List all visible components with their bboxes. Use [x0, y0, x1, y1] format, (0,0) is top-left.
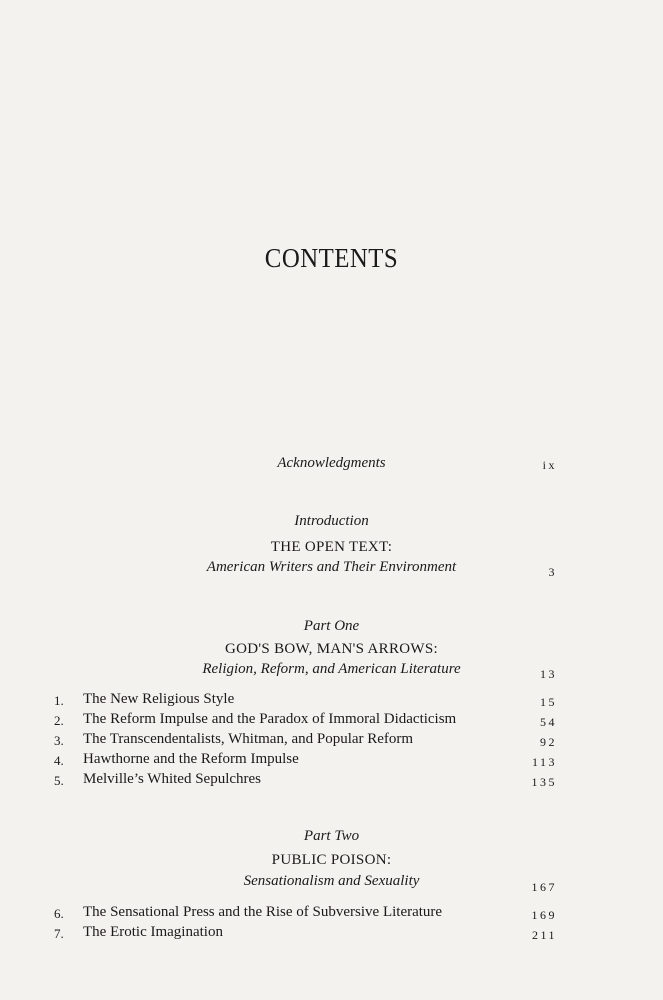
part-two-label: Part Two: [303, 828, 360, 844]
part-two-page: 167: [531, 880, 557, 894]
part-two-title: PUBLIC POISON:: [271, 852, 392, 868]
chapter-page: 169: [531, 908, 557, 922]
part-one-label: Part One: [303, 618, 360, 634]
chapter-title: The Erotic Imagination: [83, 924, 223, 940]
acknowledgments-page: ix: [542, 458, 557, 472]
chapter-title: The Transcendentalists, Whitman, and Popular Reform: [83, 731, 414, 747]
introduction-title: THE OPEN TEXT:: [270, 539, 393, 555]
chapter-title: The New Religious Style: [83, 691, 235, 707]
introduction-label: Introduction: [294, 513, 369, 529]
part-one-page: 13: [540, 667, 557, 681]
chapter-number: 2.: [54, 713, 64, 728]
introduction-page: 3: [548, 565, 557, 579]
part-one-title: GOD'S BOW, MAN'S ARROWS:: [225, 641, 438, 657]
part-two-subtitle: Sensationalism and Sexuality: [243, 873, 420, 889]
chapter-title: Hawthorne and the Reform Impulse: [83, 751, 299, 767]
chapter-number: 3.: [54, 733, 64, 748]
chapter-page: 211: [531, 928, 557, 942]
page-title: CONTENTS: [264, 243, 399, 273]
chapter-number: 5.: [54, 773, 64, 788]
chapter-title: The Sensational Press and the Rise of Subversive Literature: [83, 904, 443, 920]
chapter-number: 1.: [54, 693, 64, 708]
chapter-number: 7.: [54, 926, 64, 941]
chapter-title: The Reform Impulse and the Paradox of Immoral Didacticism: [83, 711, 457, 727]
introduction-subtitle: American Writers and Their Environment: [206, 559, 457, 575]
part-one-subtitle: Religion, Reform, and American Literature: [202, 661, 461, 677]
chapter-page: 54: [540, 715, 557, 729]
acknowledgments-title: Acknowledgments: [277, 455, 386, 471]
chapter-number: 4.: [54, 753, 64, 768]
chapter-page: 135: [531, 775, 557, 789]
chapter-page: 113: [531, 755, 557, 769]
chapter-page: 92: [540, 735, 557, 749]
chapter-title: Melville’s Whited Sepulchres: [83, 771, 262, 787]
chapter-number: 6.: [54, 906, 64, 921]
chapter-page: 15: [540, 695, 557, 709]
